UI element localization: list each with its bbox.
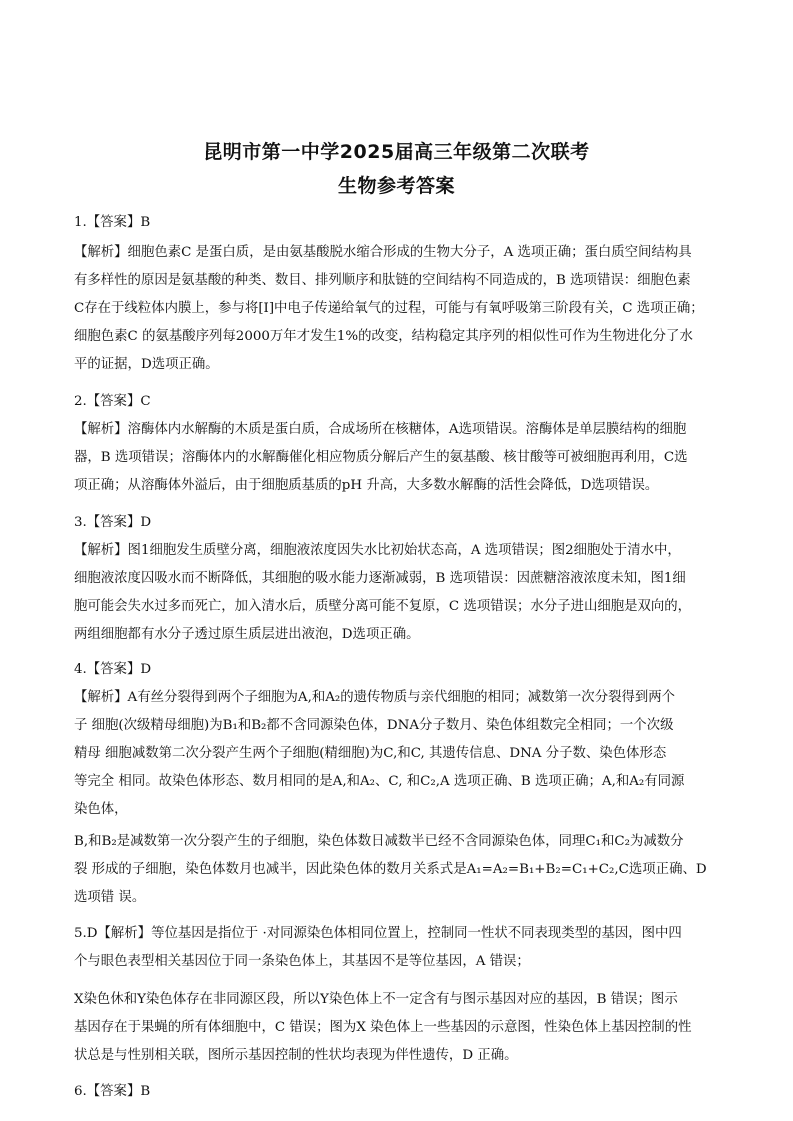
text-line: 子 细胞(次级精母细胞)为B₁和B₂都不含同源染色体，DNA分子数月、染色体组数完全相同；一个次级	[74, 718, 674, 733]
text-line: X染色休和Y染色体存在非同源区段，所以Y染色体上不一定含有与图示基因对应的基因，B 错误；图示	[74, 992, 678, 1007]
text-line: 胞可能会失水过多而死亡，加入清水后，质壁分离可能不复原，C 选项错误；水分子进山细胞是双向的，	[74, 599, 692, 614]
text-line: 两组细胞都有水分子透过原生质层进出液泡，D选项正确。	[74, 627, 420, 642]
text-line: 【解析】溶酶体内水解酶的木质是蛋白质，合成场所在核糖体，A选项错误。溶酶体是单层膜结构的细胞	[74, 422, 687, 437]
text-line: 基因存在于果蝇的所有体细胞中，C 错误；图为X 染色体上一些基因的示意图，性染色体上基因控制的性	[74, 1020, 692, 1035]
text-line: 细胞色素C 的氨基酸序列每2000万年才发生1%的改变，结构稳定其序列的相似性可作为生物进化分了水	[74, 329, 693, 344]
text-line: 4.【答案】D	[74, 662, 152, 677]
text-line: 个与眼色表型相关基因位于同一条染色体上，其基因不是等位基因，A 错误；	[74, 954, 530, 969]
text-line: 状总是与性别相关联，图所示基因控制的性状均表现为伴性遗传，D 正确。	[74, 1048, 518, 1063]
text-line: 【解析】A有丝分裂得到两个子细胞为A,和A₂的遗传物质与亲代细胞的相同；减数第一次分裂得到两个	[74, 690, 676, 705]
text-line: 2.【答案】C	[74, 394, 151, 409]
text-line: 细胞液浓度囚吸水而不断降低，其细胞的吸水能力逐渐减弱，B 选项错误：因蔗糖溶液浓度未知，图1细	[74, 571, 686, 586]
text-line: 染色体，	[74, 802, 128, 817]
text-line: 6.【答案】B	[74, 1084, 151, 1099]
text-line: 【解析】细胞色素C 是蛋白质，是由氨基酸脱水缩合形成的生物大分子，A 选项正确；蛋白质空间结构具	[74, 245, 692, 260]
text-line: 【解析】图1细胞发生质壁分离，细胞液浓度因失水比初始状态高，A 选项错误；图2细胞处于清水中，	[74, 543, 681, 558]
text-line: 选项错 误。	[74, 890, 146, 905]
text-line: 1.【答案】B	[74, 215, 151, 230]
text-line: 精母 细胞减数第二次分裂产生两个子细胞(精细胞)为C,和C, 其遗传信息、DNA 分子数、染色体形态	[74, 746, 667, 761]
text-line: 5.D【解析】等位基因是指位于 ·对同源染色体相同位置上，控制同一性状不同表现类型的基因，图中四	[74, 926, 682, 941]
text-line: B,和B₂是减数第一次分裂产生的子细胞，染色体数日减数半已经不含同源染色体，同理C₁和C₂为减数分	[74, 834, 684, 849]
text-line: 有多样性的原因是氨基酸的种类、数目、排列顺序和肽链的空间结构不同造成的，B 选项错误：细胞色素	[74, 273, 691, 288]
text-line: 项正确；从溶酶体外溢后，由于细胞质基质的pH 升高，大多数水解酶的活性会降低，D选项错误。	[74, 478, 659, 493]
text-line: C存在于线粒体内膜上，参与将[I]中电子传递给氧气的过程，可能与有氧呼吸第三阶段有关，C 选项正确；	[74, 301, 704, 316]
text-line: 平的证据，D选项正确。	[74, 357, 219, 372]
text-line: 器，B 选项错误；溶酶体内的水解酶催化相应物质分解后产生的氨基酸、核甘酸等可被细胞再利用，C选	[74, 450, 688, 465]
text-line: 裂 形成的子细胞，染色体数月也减半，因此染色体的数月关系式是A₁=A₂=B₁+B₂=C₁+C₂,C选项正确、D	[74, 862, 707, 877]
document-title: 昆明市第一中学2025届高三年级第二次联考	[203, 141, 590, 163]
text-line: 等完全 相同。故染色体形态、数月相同的是A,和A₂、C, 和C₂,A 选项正确、B 选项正确；A,和A₂有同源	[74, 774, 685, 789]
document-subtitle: 生物参考答案	[337, 175, 455, 197]
text-line: 3.【答案】D	[74, 515, 152, 530]
